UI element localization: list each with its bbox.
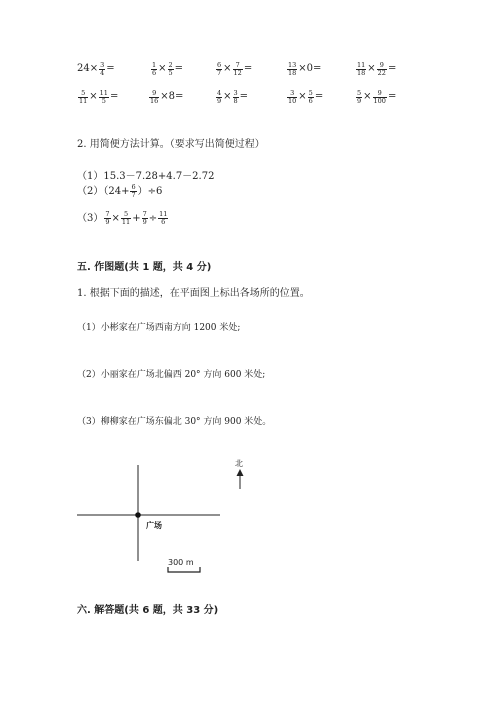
oral-item: $\frac{9}{16}$ ×8= [150,88,184,105]
fraction: $\frac{3}{4}$ [100,60,105,77]
oral-item: $\frac{3}{10}$ × $\frac{5}{6}$ = [288,88,324,105]
question-2-title: 2. 用简便方法计算。（要求写出简便过程） [77,139,265,150]
north-arrowhead-icon [237,469,244,476]
scale-label: 300 m [168,558,194,567]
fraction: $\frac{6}{7}$ [217,60,222,77]
fraction: $\frac{13}{18}$ [288,60,297,77]
fraction: $\frac{1}{6}$ [152,60,157,77]
fraction: $\frac{9}{22}$ [377,60,386,77]
fraction: $\frac{5}{11}$ [121,210,131,226]
center-label: 广场 [146,521,162,530]
fraction: $\frac{5}{6}$ [308,88,313,105]
oral-item: $\frac{13}{18}$ ×0= [288,60,322,77]
section-6-heading: 六. 解答题(共 6 题，共 33 分) [77,605,219,616]
fraction: $\frac{11}{5}$ [99,88,108,105]
fraction: $\frac{5}{11}$ [79,88,88,105]
fraction: $\frac{7}{9}$ [142,210,147,226]
fraction: $\frac{7}{12}$ [233,60,242,77]
north-label: 北 [235,459,243,468]
fraction: $\frac{7}{9}$ [105,210,110,226]
fraction: $\frac{3}{8}$ [233,88,238,105]
fraction: $\frac{11}{6}$ [159,210,168,226]
fraction: $\frac{6}{7}$ [131,183,136,199]
section-5-question-1: 1. 根据下面的描述，在平面图上标出各场所的位置。 [77,288,310,299]
section-5-heading: 五. 作图题(共 1 题，共 4 分) [77,262,212,273]
fraction: $\frac{4}{9}$ [217,88,222,105]
question-2-item-1: （1）15.3－7.28+4.7－2.72 [77,171,215,182]
fraction: $\frac{2}{5}$ [168,60,173,77]
section-5-sub-2: （2）小丽家在广场北偏西 20° 方向 600 米处; [77,370,266,380]
fraction: $\frac{11}{18}$ [357,60,366,77]
oral-item: $\frac{4}{9}$ × $\frac{3}{8}$ = [217,88,249,105]
oral-item: $\frac{5}{9}$ × $\frac{9}{100}$ = [357,88,397,105]
oral-item: $\frac{1}{6}$ × $\frac{2}{5}$ = [152,60,184,77]
oral-item: $\frac{5}{11}$ × $\frac{11}{5}$ = [79,88,119,105]
oral-item: $\frac{11}{18}$ × $\frac{9}{22}$ = [357,60,397,77]
section-5-sub-1: （1）小彬家在广场西南方向 1200 米处; [77,323,241,333]
fraction: $\frac{9}{100}$ [373,88,386,105]
fraction: $\frac{9}{16}$ [150,88,159,105]
oral-item: 24× $\frac{3}{4}$ = [77,60,115,77]
fraction: $\frac{3}{10}$ [288,88,297,105]
center-point [135,512,141,518]
fraction: $\frac{5}{9}$ [357,88,362,105]
section-5-sub-3: （3）柳柳家在广场东偏北 30° 方向 900 米处。 [77,417,272,427]
scale-bar [168,567,200,572]
plan-diagram [0,455,500,585]
question-2-item-2: （2）（24+ $\frac{6}{7}$ ）÷6 [77,183,163,199]
question-2-item-3: （3） $\frac{7}{9}$ × $\frac{5}{11}$ + $\frac{7}{9}$ ÷ $\frac{11}{6}$ [77,210,168,226]
oral-item: $\frac{6}{7}$ × $\frac{7}{12}$ = [217,60,253,77]
